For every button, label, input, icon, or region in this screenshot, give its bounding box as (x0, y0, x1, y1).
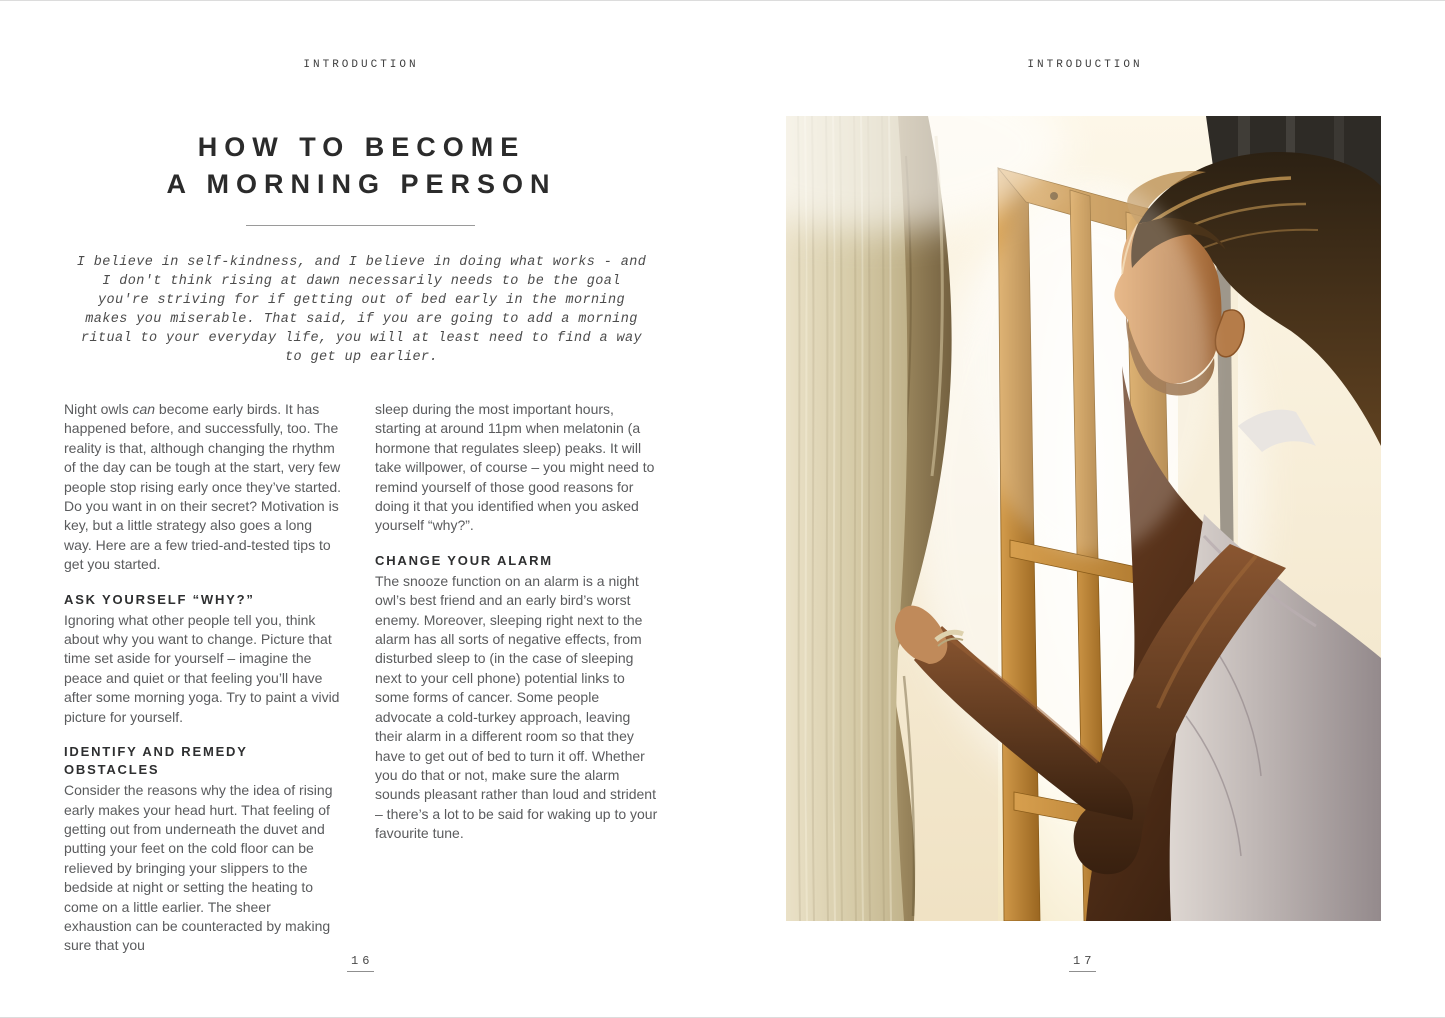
photo-illustration (786, 116, 1381, 921)
body-paragraph: sleep during the most important hours, starting at around 11pm when melatonin (a hormone that regulates sleep) peaks. It will take willpower, of course – you might need to remind yourself of those good reasons for doing it that you identified when you asked yourself “why?”. (375, 401, 655, 534)
section-heading: ASK YOURSELF “WHY?” (64, 591, 255, 607)
title-divider (246, 225, 475, 226)
running-head-left: INTRODUCTION (303, 59, 419, 71)
body-paragraph: Ignoring what other people tell you, think about why you want to change. Picture that time set aside for yourself – imagine the peace and quiet or that feeling you’ll have after some morning yoga. Try to paint a vivid picture for yourself. (64, 611, 340, 725)
text-columns (64, 400, 658, 956)
body-paragraph: Night owls can become early birds. It has happened before, and successfully, too. The reality is that, although changing the rhythm of the day can be tough at the start, very few people stop rising early once they’ve started. Do you want in on their secret? Motivation is key, but a little strategy also goes a long way. Here are a few tried-and-tested tips to get you started. (64, 401, 342, 573)
body-paragraph: The snooze function on an alarm is a night owl’s best friend and an early bird’s worst enemy. Moreover, sleeping right next to the alarm has all sorts of negative effects, from disturbed sleep to (in the case of sleeping next to your cell phone) potential links to some forms of cancer. Some people advocate a cold-turkey approach, leaving their alarm in a different room so that they have to get out of bed to turn it off. Whether you do that or not, make sure the alarm sounds pleasant rather than loud and strident – there’s a lot to be said for waking up to your favourite tune. (375, 572, 658, 842)
body-paragraph: Consider the reasons why the idea of rising early makes your head hurt. That feeling of getting out from underneath the duvet and putting your feet on the cold floor can be relieved by bringing your slippers to the bedside at night or setting the heating to come on a little earlier. The sheer exhaustion can be counteracted by making sure that you (64, 782, 333, 954)
chapter-title (24, 129, 699, 203)
light-glow (971, 176, 1211, 556)
morning-person-photo (786, 116, 1381, 921)
chapter-title-line2: A MORNING PERSON (166, 169, 557, 199)
text-column-2 (375, 400, 658, 956)
running-head-right: INTRODUCTION (1027, 59, 1143, 71)
text-column-1 (64, 400, 342, 956)
section-heading: CHANGE YOUR ALARM (375, 552, 553, 568)
page-number-left: 16 (347, 954, 374, 972)
epigraph: I believe in self-kindness, and I believe in doing what works - and I don't think rising at dawn necessarily needs to be the goal you're striving for if getting out of bed early in the morning makes you miserable. That said, if you are going to add a morning ritual to your everyday life, you will at least need to find a way to get up earlier. (76, 255, 647, 365)
section-heading: IDENTIFY AND REMEDY OBSTACLES (64, 744, 248, 778)
page-number-right: 17 (1069, 954, 1096, 972)
chapter-title-line1: HOW TO BECOME (197, 132, 526, 162)
